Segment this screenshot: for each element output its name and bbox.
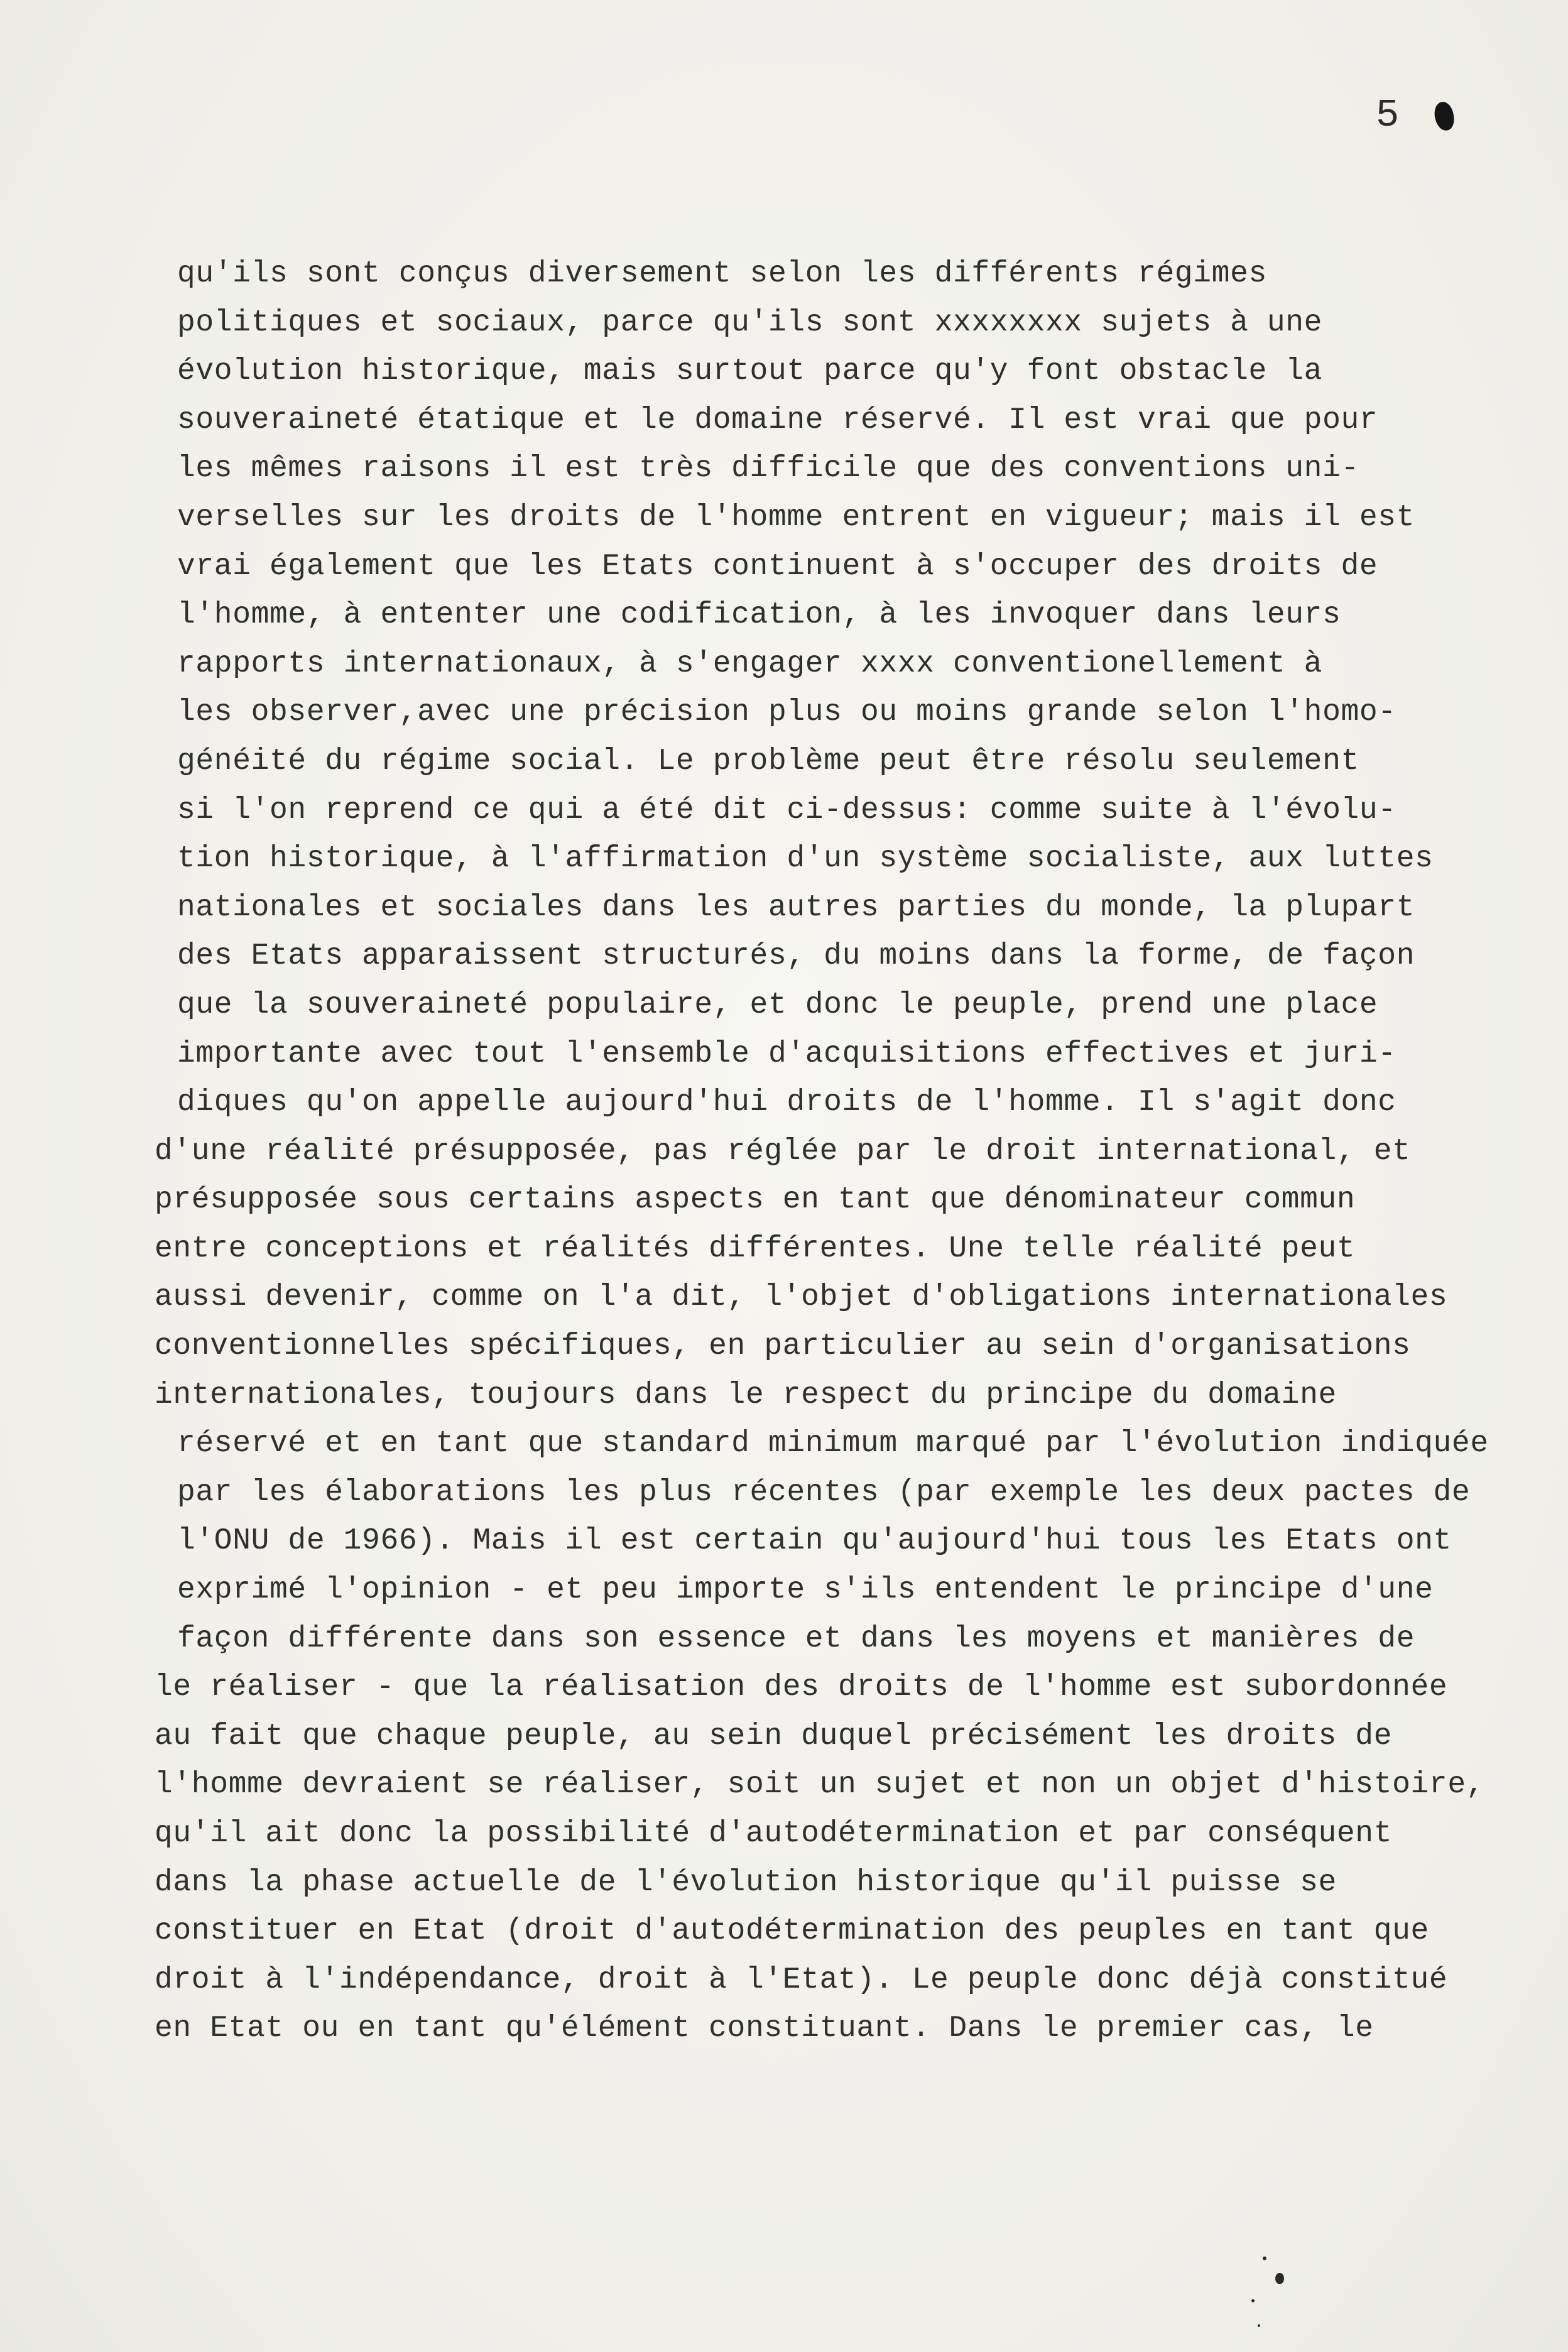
text-line: entre conceptions et réalités différentes. Une telle réalité peut [155, 1231, 1356, 1266]
ink-blot [1433, 101, 1456, 132]
text-line: évolution historique, mais surtout parce qu'y font obstacle la [177, 354, 1323, 389]
text-line: au fait que chaque peuple, au sein duquel précisément les droits de [155, 1719, 1393, 1753]
text-line: l'homme, à ententer une codification, à les invoquer dans leurs [177, 598, 1341, 633]
text-line: diques qu'on appelle aujourd'hui droits de l'homme. Il s'agit donc [177, 1086, 1396, 1120]
text-line: souveraineté étatique et le domaine réservé. Il est vrai que pour [177, 403, 1378, 437]
body-text [155, 250, 1528, 2054]
text-line: importante avec tout l'ensemble d'acquisitions effectives et juri- [177, 1037, 1396, 1071]
ink-speck [1251, 2299, 1255, 2302]
text-line: vrai également que les Etats continuent à s'occuper des droits de [177, 549, 1378, 584]
text-line: exprimé l'opinion - et peu importe s'ils entendent le principe d'une [177, 1573, 1434, 1608]
text-line: internationales, toujours dans le respect du principe du domaine [155, 1378, 1337, 1412]
text-line: aussi devenir, comme on l'a dit, l'objet d'obligations internationales [155, 1280, 1448, 1315]
text-line: par les élaborations les plus récentes (par exemple les deux pactes de [177, 1475, 1471, 1510]
text-line: verselles sur les droits de l'homme entrent en vigueur; mais il est [177, 500, 1415, 535]
text-line: constituer en Etat (droit d'autodétermination des peuples en tant que [155, 1914, 1429, 1949]
text-line: les observer,avec une précision plus ou moins grande selon l'homo- [177, 695, 1396, 730]
text-line: des Etats apparaissent structurés, du moins dans la forme, de façon [177, 939, 1415, 974]
ink-speck [1263, 2257, 1266, 2260]
page-number: 5 [1376, 93, 1400, 138]
text-line: les mêmes raisons il est très difficile que des conventions uni- [177, 452, 1359, 486]
text-line: qu'il ait donc la possibilité d'autodétermination et par conséquent [155, 1817, 1393, 1851]
text-line: d'une réalité présupposée, pas réglée par le droit international, et [155, 1134, 1411, 1168]
text-line: nationales et sociales dans les autres parties du monde, la plupart [177, 890, 1415, 925]
text-line: réservé et en tant que standard minimum marqué par l'évolution indiquée [177, 1427, 1489, 1461]
ink-speck [1258, 2324, 1260, 2327]
text-line: généité du régime social. Le problème peut être résolu seulement [177, 744, 1359, 778]
text-line: qu'ils sont conçus diversement selon les différents régimes [177, 257, 1267, 291]
text-line: l'homme devraient se réaliser, soit un sujet et non un objet d'histoire, [155, 1768, 1485, 1802]
text-line: politiques et sociaux, parce qu'ils sont xxxxxxxx sujets à une [177, 305, 1323, 340]
text-line: rapports internationaux, à s'engager xxxx conventionellement à [177, 646, 1323, 681]
text-line: que la souveraineté populaire, et donc le peuple, prend une place [177, 988, 1378, 1022]
text-line: façon différente dans son essence et dans les moyens et manières de [177, 1621, 1415, 1656]
ink-speck [1275, 2273, 1284, 2284]
text-line: tion historique, à l'affirmation d'un système socialiste, aux luttes [177, 842, 1434, 876]
text-line: droit à l'indépendance, droit à l'Etat). Le peuple donc déjà constitué [155, 1963, 1448, 1997]
text-line: présupposée sous certains aspects en tant que dénominateur commun [155, 1183, 1356, 1217]
text-line: l'ONU de 1966). Mais il est certain qu'aujourd'hui tous les Etats ont [177, 1524, 1452, 1559]
text-line: si l'on reprend ce qui a été dit ci-dessus: comme suite à l'évolu- [177, 793, 1396, 827]
text-line: le réaliser - que la réalisation des droits de l'homme est subordonnée [155, 1670, 1448, 1705]
text-line: dans la phase actuelle de l'évolution historique qu'il puisse se [155, 1865, 1337, 1900]
text-line: conventionnelles spécifiques, en particulier au sein d'organisations [155, 1329, 1411, 1364]
text-line: en Etat ou en tant qu'élément constituant. Dans le premier cas, le [155, 2012, 1374, 2046]
